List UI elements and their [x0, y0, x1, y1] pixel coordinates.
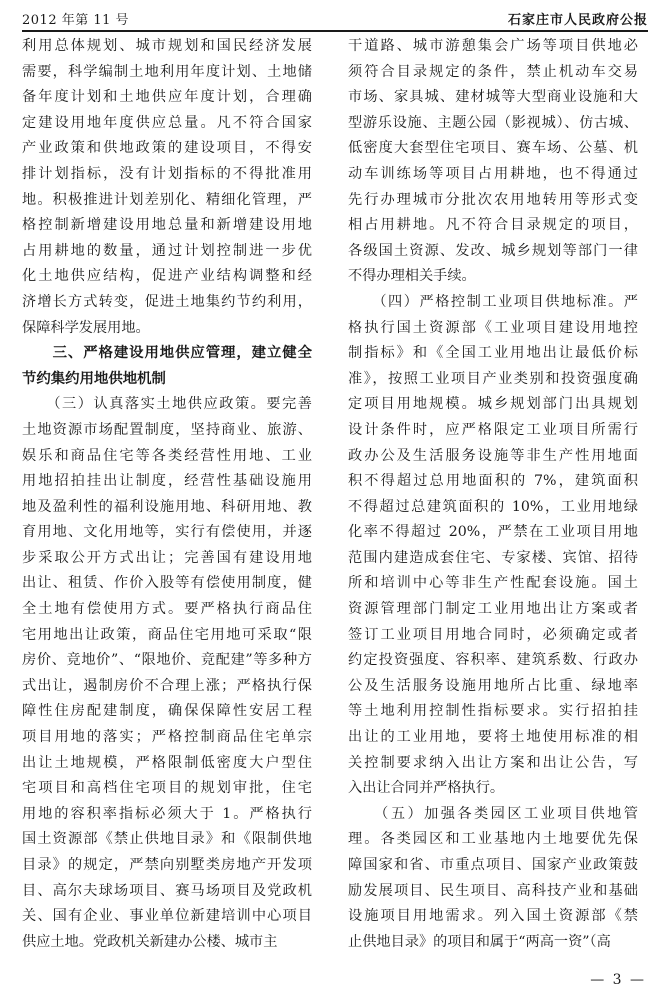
- text-line: 格控制新增建设用地总量和新增建设用地: [22, 217, 312, 234]
- text-line: 全土地有偿使用方式。要严格执行商品住: [22, 601, 312, 618]
- text-line: 动车训练场等项目占用耕地，也不得通过: [348, 165, 638, 182]
- text-line: 不得办理相关手续。: [348, 268, 476, 285]
- text-line: （五）加强各类园区工业项目供地管: [348, 805, 638, 822]
- text-line: 低密度大套型住宅项目、赛车场、公墓、机: [348, 140, 638, 157]
- text-line: 积不得超过总用地面积的 7%，建筑面积: [348, 473, 638, 490]
- text-line: 需要，科学编制土地利用年度计划、土地储: [22, 63, 312, 80]
- text-line: 育用地、文化用地等，实行有偿使用，并逐: [22, 524, 312, 541]
- text-line: 定建设用地年度供应总量。凡不符合国家: [22, 114, 312, 131]
- text-line: 干道路、城市游憩集会广场等项目供地必: [348, 38, 638, 54]
- text-line: 出让、租赁、作价入股等有偿使用制度，健: [22, 575, 312, 592]
- text-line: 用地的容积率指标必须大于 1。严格执行: [22, 805, 312, 822]
- text-line: 相占用耕地。凡不符合目录规定的项目，: [348, 217, 638, 234]
- text-line: 三、严格建设用地供应管理，建立健全: [22, 345, 312, 362]
- issue-label: 2012 年第 11 号: [22, 13, 130, 28]
- page-number: — 3 —: [590, 972, 646, 988]
- text-line: 理。各类园区和工业基地内土地要优先保: [348, 831, 638, 848]
- text-line: 关控制要求纳入出让方案和出让公告，写: [348, 754, 638, 771]
- text-line: 产业政策和供地政策的建设项目，不得安: [22, 140, 312, 157]
- text-line: 地。积极推进计划差别化、精细化管理，严: [22, 191, 312, 208]
- text-line: 约定投资强度、容积率、建筑系数、行政办: [348, 652, 638, 669]
- text-line: 范围内建造成套住宅、专家楼、宾馆、招待: [348, 549, 638, 566]
- text-line: 出让土地规模，严格限制低密度大户型住: [22, 754, 312, 771]
- text-line: 政办公及生活服务设施等非生产性用地面: [348, 447, 638, 464]
- text-line: 止供地目录》的项目和属于“两高一资”（高: [348, 933, 611, 950]
- text-line: 排计划指标，没有计划指标的不得批准用: [22, 165, 312, 182]
- text-line: 公及生活服务设施用地所占比重、绿地率: [348, 677, 638, 694]
- text-line: 市场、家具城、建材城等大型商业设施和大: [348, 89, 638, 106]
- text-line: 等土地利用控制性指标要求。实行招拍挂: [348, 703, 638, 720]
- text-line: 目、高尔夫球场项目、赛马场项目及党政机: [22, 882, 312, 899]
- text-line: 娱乐和商品住宅等各类经营性用地、工业: [22, 447, 312, 464]
- text-line: 国土资源部《禁止供地目录》和《限制供地: [22, 831, 312, 848]
- text-line: 准》，按照工业项目产业类别和投资强度确: [348, 370, 638, 387]
- text-line: 先行办理城市分批次农用地转用等形式变: [348, 191, 638, 208]
- text-line: 步采取公开方式出让；完善国有建设用地: [22, 549, 312, 566]
- text-line: 制指标》和《全国工业用地出让最低价标: [348, 345, 638, 362]
- text-line: 化率不得超过 20%，严禁在工业项目用地: [348, 524, 638, 541]
- text-line: 宅用地出让政策，商品住宅用地可采取“限: [22, 626, 312, 643]
- text-line: 宅项目和高档住宅项目的规划审批，住宅: [22, 780, 312, 797]
- text-line: 资源管理部门制定工业用地出让方案或者: [348, 601, 638, 618]
- text-line: 不得超过总建筑面积的 10%，工业用地绿: [348, 498, 638, 515]
- text-line: 济增长方式转变，促进土地集约节约利用，: [22, 293, 312, 310]
- left-text-column: [22, 34, 312, 955]
- text-line: 化土地供应结构，促进产业结构调整和经: [22, 268, 312, 285]
- text-line: 出让的工业用地，要将土地使用标准的相: [348, 729, 638, 746]
- text-line: 备年度计划和土地供应年度计划，合理确: [22, 89, 312, 106]
- text-line: 格执行国土资源部《工业项目建设用地控: [348, 319, 638, 336]
- text-line: 所和培训中心等非生产性配套设施。国土: [348, 575, 638, 592]
- text-line: 入出让合同并严格执行。: [348, 780, 505, 797]
- text-line: 保障科学发展用地。: [22, 319, 150, 336]
- text-line: 地及盈利性的福利设施用地、科研用地、教: [22, 498, 312, 515]
- text-line: （三）认真落实土地供应政策。要完善: [22, 396, 312, 413]
- text-line: 目录》的规定，严禁向别墅类房地产开发项: [22, 857, 312, 873]
- text-line: 设施项目用地需求。列入国土资源部《禁: [348, 908, 638, 925]
- text-line: （四）严格控制工业项目供地标准。严: [348, 293, 638, 310]
- text-line: 节约集约用地供地机制: [22, 370, 166, 387]
- text-line: 利用总体规划、城市规划和国民经济发展: [22, 38, 312, 54]
- text-line: 项目用地的落实；严格控制商品住宅单宗: [22, 729, 312, 746]
- text-line: 签订工业项目用地合同时，必须确定或者: [348, 626, 638, 643]
- text-line: 各级国土资源、发改、城乡规划等部门一律: [348, 242, 638, 259]
- text-line: 设计条件时，应严格限定工业项目所需行: [348, 421, 638, 438]
- text-line: 定项目用地规模。城乡规划部门出具规划: [348, 396, 638, 413]
- text-line: 土地资源市场配置制度，坚持商业、旅游、: [22, 421, 312, 438]
- text-line: 关、国有企业、事业单位新建培训中心项目: [22, 908, 312, 925]
- text-line: 障国家和省、市重点项目、国家产业政策鼓: [348, 857, 638, 873]
- text-line: 型游乐设施、主题公园（影视城）、仿古城、: [348, 114, 638, 131]
- text-line: 房价、竞地价”、“限地价、竞配建”等多种方: [22, 652, 312, 669]
- text-line: 励发展项目、民生项目、高科技产业和基础: [348, 882, 638, 899]
- text-line: 式出让，遏制房价不合理上涨；严格执行保: [22, 677, 312, 694]
- text-line: 供应土地。党政机关新建办公楼、城市主: [22, 933, 278, 950]
- text-line: 用地招拍挂出让制度，经营性基础设施用: [22, 473, 312, 490]
- text-line: 占用耕地的数量，通过计划控制进一步优: [22, 242, 312, 259]
- text-line: 障性住房配建制度，确保保障性安居工程: [22, 703, 312, 720]
- right-text-column: [348, 34, 638, 955]
- text-line: 须符合目录规定的条件，禁止机动车交易: [348, 63, 638, 80]
- journal-title: 石家庄市人民政府公报: [507, 13, 648, 28]
- page-header: [22, 6, 648, 32]
